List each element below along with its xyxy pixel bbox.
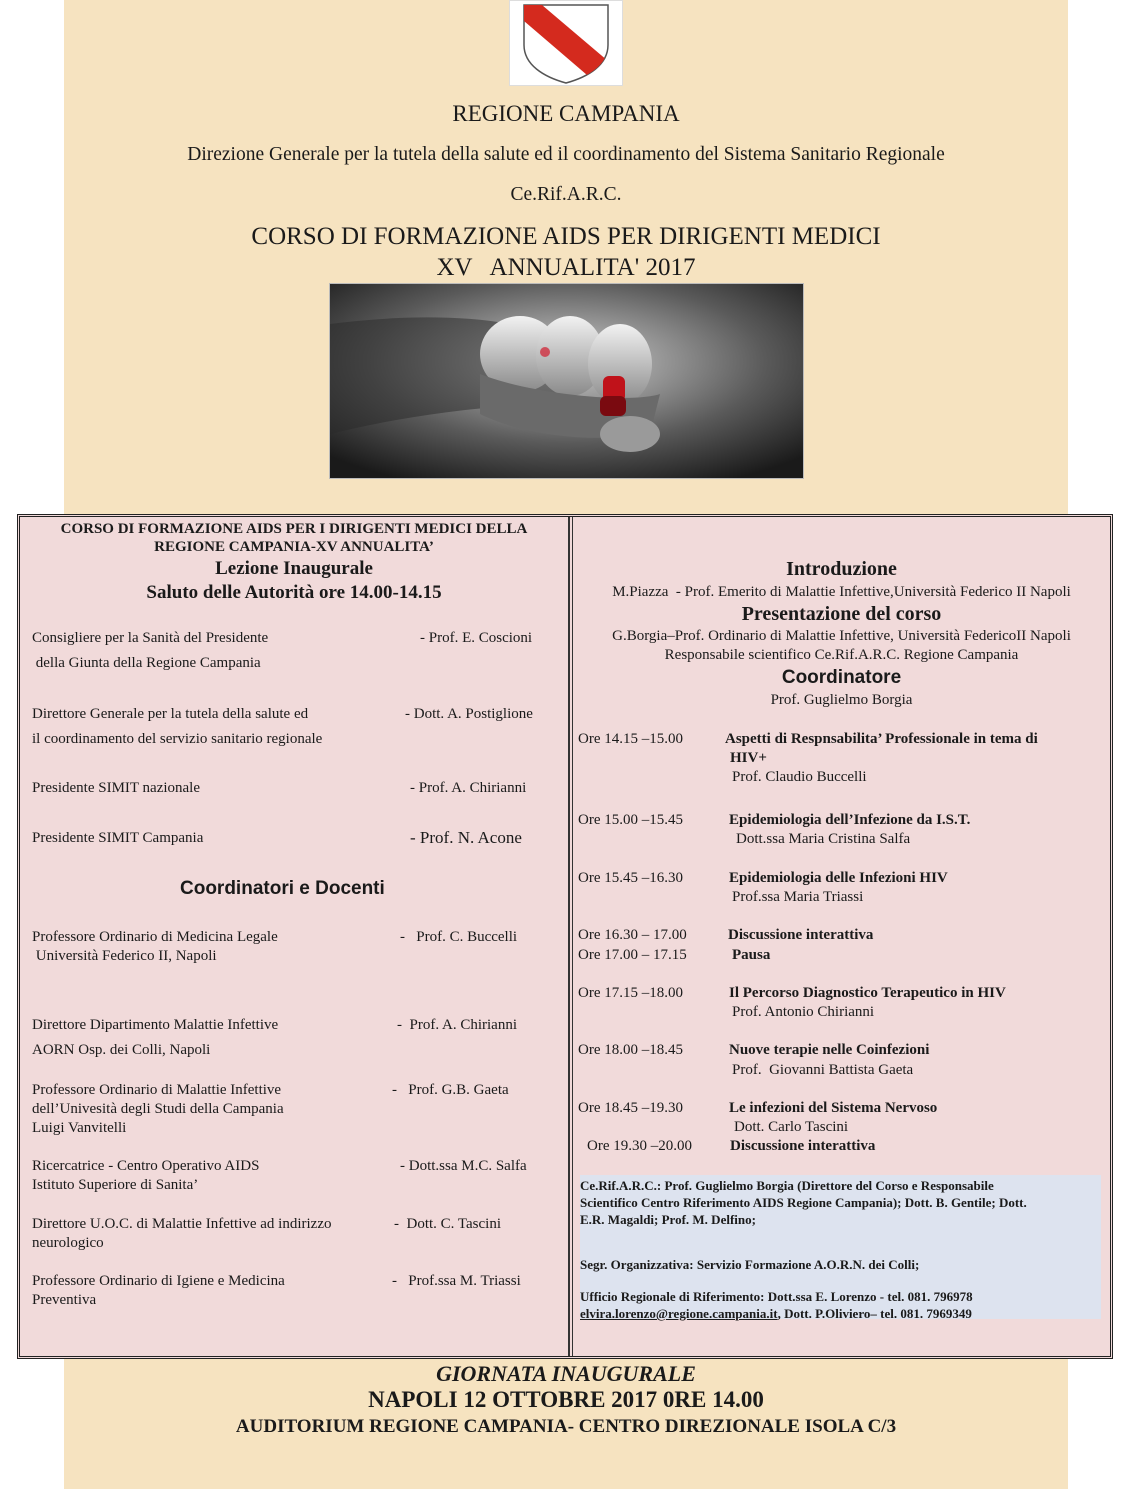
event-heading: GIORNATA INAUGURALE (436, 1361, 696, 1386)
intro-text: M.Piazza - Prof. Emerito di Malattie Infettive,Università Federico II Napoli (612, 584, 1071, 600)
teacher-role: Ricercatrice - Centro Operativo AIDS (32, 1158, 260, 1174)
organizers-line: Scientifico Centro Riferimento AIDS Regione Campania); Dott. B. Gentile; Dott. (580, 1195, 1027, 1210)
teacher-role: neurologico (32, 1235, 104, 1251)
teacher-role: Professore Ordinario di Malattie Infettive (32, 1082, 282, 1098)
teacher-role: Luigi Vanvitelli (32, 1120, 127, 1136)
course-title: CORSO DI FORMAZIONE AIDS PER DIRIGENTI MEDICI (251, 223, 881, 250)
authority-role: Consigliere per la Sanità del Presidente (32, 630, 269, 646)
schedule-speaker: Prof.ssa Maria Triassi (732, 889, 864, 905)
teacher-name: - Dott. C. Tascini (394, 1216, 501, 1232)
center-name: Ce.Rif.A.R.C. (510, 184, 622, 205)
schedule-speaker: Dott. Carlo Tascini (734, 1119, 849, 1135)
authority-name: - Prof. A. Chirianni (410, 780, 527, 796)
schedule-speaker: Dott.ssa Maria Cristina Salfa (736, 831, 911, 847)
coordinator-heading: Coordinatore (781, 667, 902, 688)
organizers-line: Ce.Rif.A.R.C.: Prof. Guglielmo Borgia (Direttore del Corso e Responsabile (580, 1178, 994, 1193)
office-line-rest: , Dott. P.Oliviero– tel. 081. 7969349 (777, 1306, 972, 1321)
authority-role: Presidente SIMIT Campania (32, 830, 204, 846)
teacher-role: Professore Ordinario di Igiene e Medicina (32, 1273, 285, 1289)
region-name: REGIONE CAMPANIA (452, 101, 680, 126)
greetings-heading: Saluto delle Autorità ore 14.00-14.15 (146, 582, 442, 603)
teacher-role: Preventiva (32, 1292, 97, 1308)
coordinator-name: Prof. Guglielmo Borgia (770, 692, 913, 708)
presentation-text: Responsabile scientifico Ce.Rif.A.R.C. Regione Campania (664, 647, 1019, 663)
teacher-role: dell’Univesità degli Studi della Campania (32, 1101, 284, 1117)
teacher-name: - Prof. A. Chirianni (397, 1017, 517, 1033)
schedule-time: Ore 16.30 – 17.00 (578, 927, 687, 943)
schedule-time: Ore 15.45 –16.30 (578, 870, 683, 886)
schedule-title: Pausa (732, 947, 771, 963)
schedule-title: Discussione interattiva (728, 927, 874, 943)
schedule-title: HIV+ (730, 750, 767, 766)
teacher-role: Università Federico II, Napoli (32, 948, 217, 964)
course-photo (329, 283, 804, 479)
event-venue: AUDITORIUM REGIONE CAMPANIA- CENTRO DIREZIONALE ISOLA C/3 (235, 1416, 897, 1437)
program-table (17, 514, 1113, 1359)
schedule-speaker: Prof. Claudio Buccelli (732, 769, 867, 785)
teacher-name: - Prof. C. Buccelli (400, 929, 518, 945)
teacher-name: - Prof. G.B. Gaeta (392, 1082, 509, 1098)
authority-role: il coordinamento del servizio sanitario regionale (32, 731, 323, 747)
authority-name: - Dott. A. Postiglione (405, 706, 533, 722)
teacher-role: Istituto Superiore di Sanita’ (32, 1177, 199, 1193)
teacher-role: Professore Ordinario di Medicina Legale (32, 929, 278, 945)
schedule-speaker: Prof. Giovanni Battista Gaeta (732, 1062, 914, 1078)
event-date: NAPOLI 12 OTTOBRE 2017 0RE 14.00 (368, 1387, 764, 1412)
authority-role: Presidente SIMIT nazionale (32, 780, 201, 796)
teacher-role: AORN Osp. dei Colli, Napoli (32, 1042, 211, 1058)
schedule-title: Epidemiologia delle Infezioni HIV (729, 870, 948, 886)
schedule-title: Le infezioni del Sistema Nervoso (729, 1100, 938, 1116)
schedule-time: Ore 18.45 –19.30 (578, 1100, 683, 1116)
presentation-text: G.Borgia–Prof. Ordinario di Malattie Infettive, Università FedericoII Napoli (612, 628, 1071, 644)
schedule-time: Ore 15.00 –15.45 (578, 812, 683, 828)
schedule-title: Il Percorso Diagnostico Terapeutico in HIV (729, 985, 1006, 1001)
secretariat-line: Segr. Organizzativa: Servizio Formazione A.O.R.N. dei Colli; (580, 1257, 920, 1272)
teacher-name: - Dott.ssa M.C. Salfa (400, 1158, 527, 1174)
inaugural-lecture-heading: Lezione Inaugurale (215, 558, 373, 579)
schedule-speaker: Prof. Antonio Chirianni (732, 1004, 875, 1020)
schedule-time: Ore 17.15 –18.00 (578, 985, 683, 1001)
left-title-line2: REGIONE CAMPANIA-XV ANNUALITA’ (154, 539, 434, 555)
left-title-line1: CORSO DI FORMAZIONE AIDS PER I DIRIGENTI MEDICI DELLA (60, 521, 528, 537)
organizers-info-box (580, 1175, 1101, 1319)
course-year: XV ANNUALITA' 2017 (436, 254, 696, 281)
schedule-title: Nuove terapie nelle Coinfezioni (729, 1042, 930, 1058)
teacher-role: Direttore Dipartimento Malattie Infettive (32, 1017, 279, 1033)
authority-role: Direttore Generale per la tutela della salute ed (32, 706, 309, 722)
schedule-title: Epidemiologia dell’Infezione da I.S.T. (729, 812, 971, 828)
directorate-name: Direzione Generale per la tutela della salute ed il coordinamento del Sistema Sanitario Regionale (187, 144, 945, 165)
schedule-time: Ore 14.15 –15.00 (578, 731, 683, 747)
authority-role: della Giunta della Regione Campania (32, 655, 261, 671)
office-email-link[interactable]: elvira.lorenzo@regione.campania.it (580, 1306, 778, 1321)
intro-heading: Introduzione (786, 558, 897, 580)
schedule-time: Ore 17.00 – 17.15 (578, 947, 687, 963)
teachers-heading: Coordinatori e Docenti (180, 878, 385, 899)
schedule-title: Discussione interattiva (730, 1138, 876, 1154)
coat-of-arms-icon (510, 1, 622, 85)
hand-with-pill-image (330, 284, 803, 478)
organizers-line: E.R. Magaldi; Prof. M. Delfino; (580, 1212, 756, 1227)
regione-coat-of-arms (509, 0, 623, 86)
teacher-role: Direttore U.O.C. di Malattie Infettive ad indirizzo (32, 1216, 332, 1232)
authority-name: - Prof. N. Acone (410, 828, 522, 847)
schedule-time: Ore 19.30 –20.00 (587, 1138, 692, 1154)
teacher-name: - Prof.ssa M. Triassi (392, 1273, 521, 1289)
presentation-heading: Presentazione del corso (741, 603, 942, 625)
schedule-time: Ore 18.00 –18.45 (578, 1042, 683, 1058)
office-line: Ufficio Regionale di Riferimento: Dott.ssa E. Lorenzo - tel. 081. 796978 (580, 1289, 973, 1304)
schedule-title: Aspetti di Respnsabilita’ Professionale in tema di (725, 731, 1038, 747)
authority-name: - Prof. E. Coscioni (420, 630, 533, 646)
